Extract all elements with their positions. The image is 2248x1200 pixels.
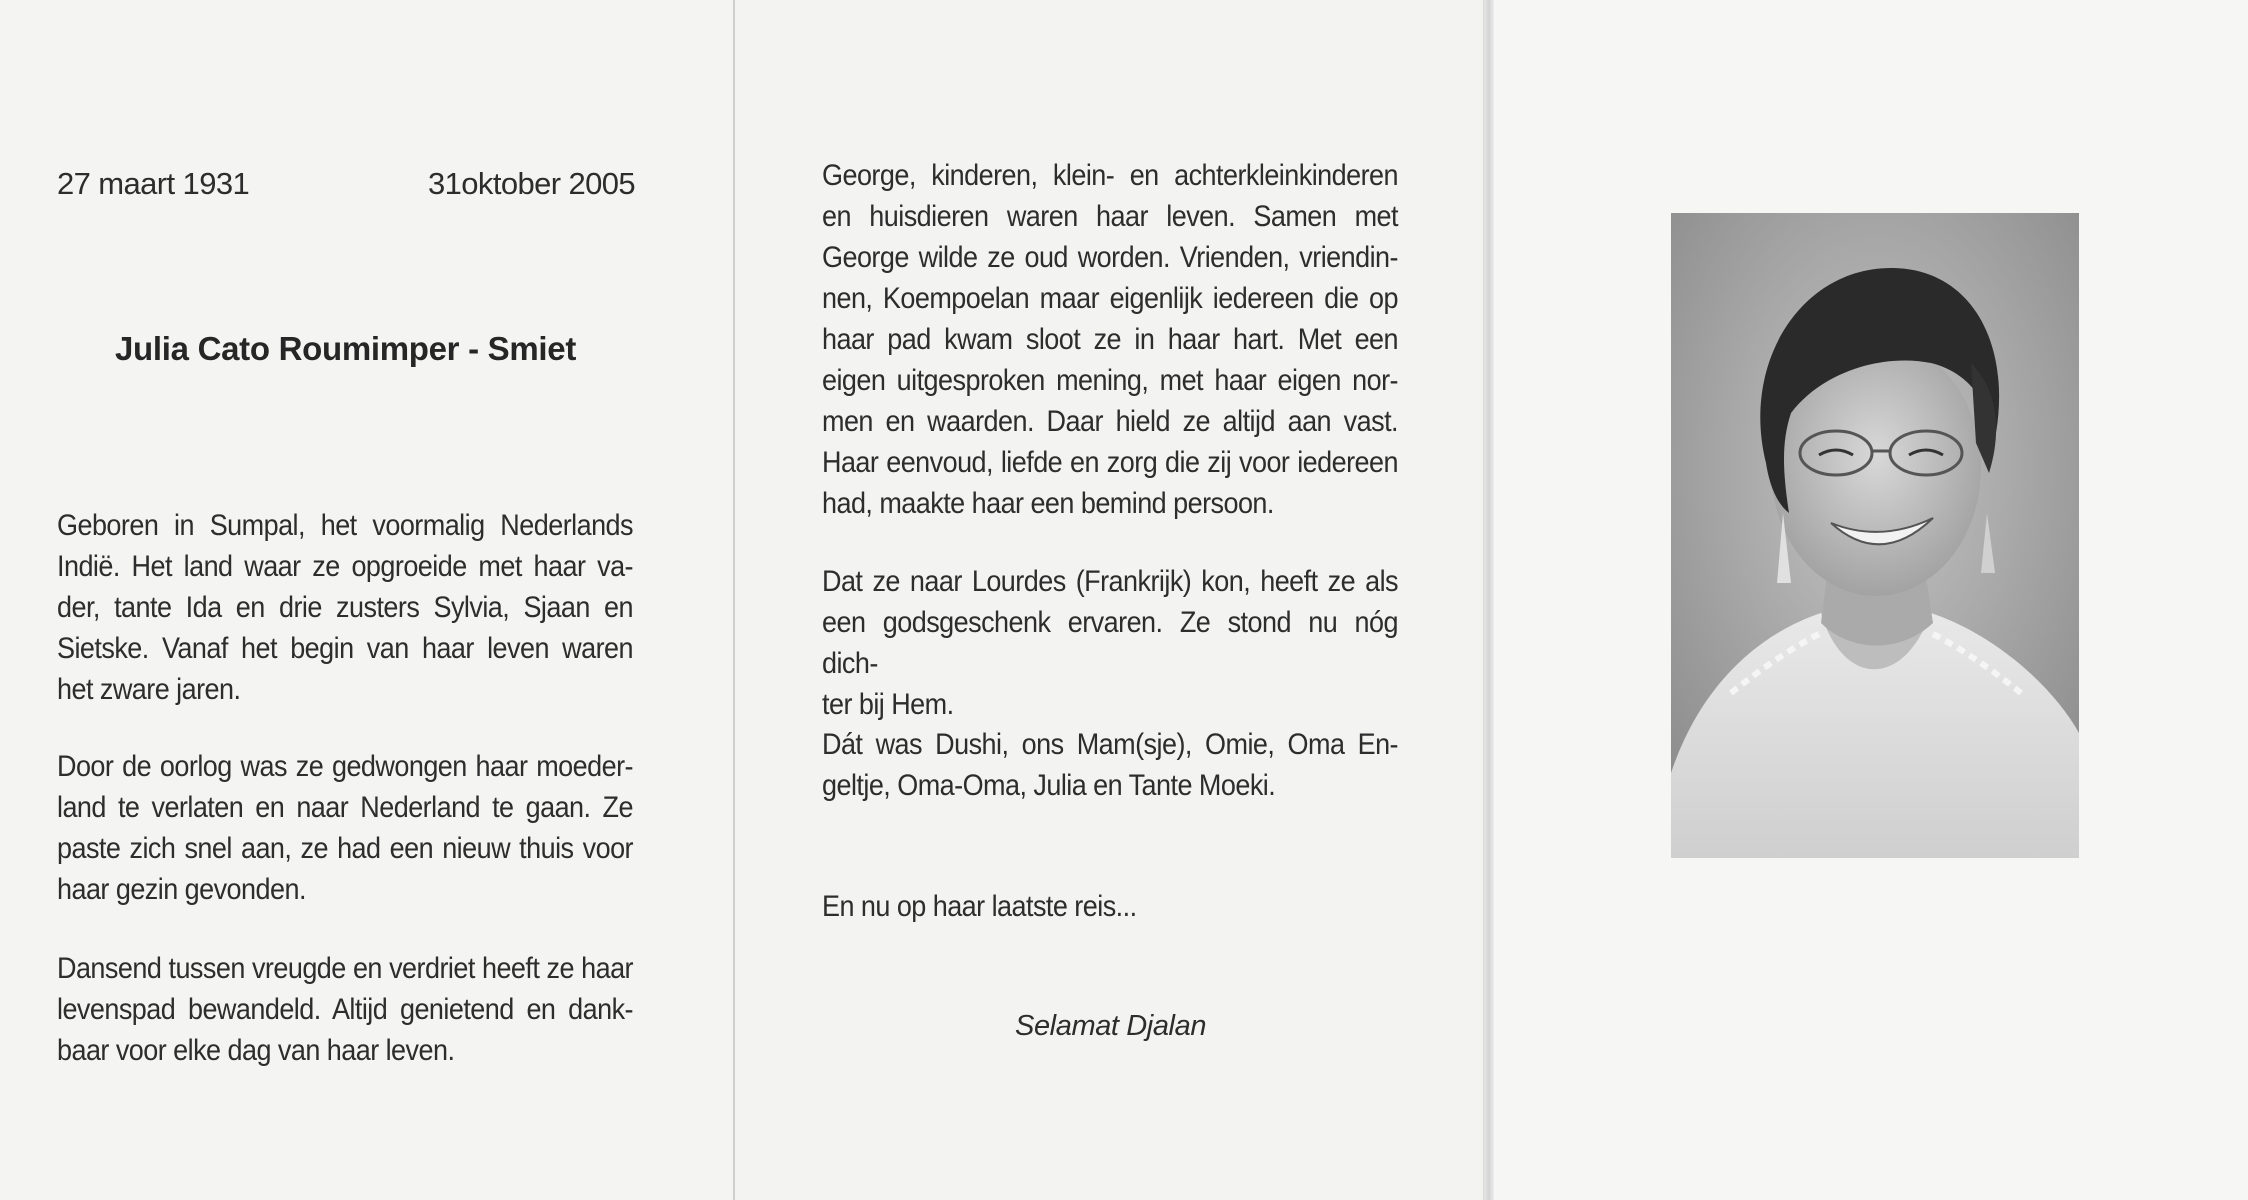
paragraph-lourdes [822,561,1398,725]
portrait-photo [1671,213,2079,858]
text-line: eigen uitgesproken mening, met haar eigen nor- [822,364,1398,397]
text-line: ter bij Hem. [822,688,954,721]
text-line: Dansend tussen vreugde en verdriet heeft ze haar [57,952,633,985]
text-line: der, tante Ida en drie zusters Sylvia, Sjaan en [57,591,633,624]
text-line: Sietske. Vanaf het begin van haar leven waren [57,632,633,665]
portrait-illustration [1671,213,2079,858]
text-line: Dat ze naar Lourdes (Frankrijk) kon, heeft ze als [822,565,1398,598]
text-line: Door de oorlog was ze gedwongen haar moeder- [57,750,633,783]
text-line: George, kinderen, klein- en achterkleinkinderen [822,159,1398,192]
paragraph-birth [57,505,633,710]
text-line: haar pad kwam sloot ze in haar hart. Met een [822,323,1398,356]
text-line: Geboren in Sumpal, het voormalig Nederlands [57,509,633,542]
text-line: George wilde ze oud worden. Vrienden, vriendin- [822,241,1398,274]
text-line: een godsgeschenk ervaren. Ze stond nu nóg dich- [822,606,1398,680]
text-line: Indië. Het land waar ze opgroeide met haar va- [57,550,633,583]
paragraph-last-journey [822,886,1398,927]
death-date: 31oktober 2005 [428,166,636,201]
text-line: men en waarden. Daar hield ze altijd aan vast. [822,405,1398,438]
text-line: land te verlaten en naar Nederland te gaan. Ze [57,791,633,824]
text-line: paste zich snel aan, ze had een nieuw thuis voor [57,832,633,865]
paragraph-life [57,948,633,1071]
text-line: geltje, Oma-Oma, Julia en Tante Moeki. [822,769,1276,802]
text-line: Dát was Dushi, ons Mam(sje), Omie, Oma En- [822,728,1398,761]
text-line: levenspad bewandeld. Altijd genietend en dank- [57,993,633,1026]
farewell-text: Selamat Djalan [1015,1010,1207,1042]
text-line: baar voor elke dag van haar leven. [57,1034,455,1067]
text-line: het zware jaren. [57,673,241,706]
paragraph-war [57,746,633,910]
paragraph-family [822,155,1398,524]
text-line: Haar eenvoud, liefde en zorg die zij voor iedereen [822,446,1398,479]
text-line: nen, Koempoelan maar eigenlijk iedereen die op [822,282,1398,315]
text-line: en huisdieren waren haar leven. Samen met [822,200,1398,233]
deceased-name: Julia Cato Roumimper - Smiet [115,330,577,367]
card-gap [1484,0,1494,1200]
paragraph-nicknames [822,724,1398,806]
text-line: En nu op haar laatste reis... [822,890,1137,923]
text-line: haar gezin gevonden. [57,873,306,906]
birth-date: 27 maart 1931 [57,166,250,201]
text-line: had, maakte haar een bemind persoon. [822,487,1274,520]
